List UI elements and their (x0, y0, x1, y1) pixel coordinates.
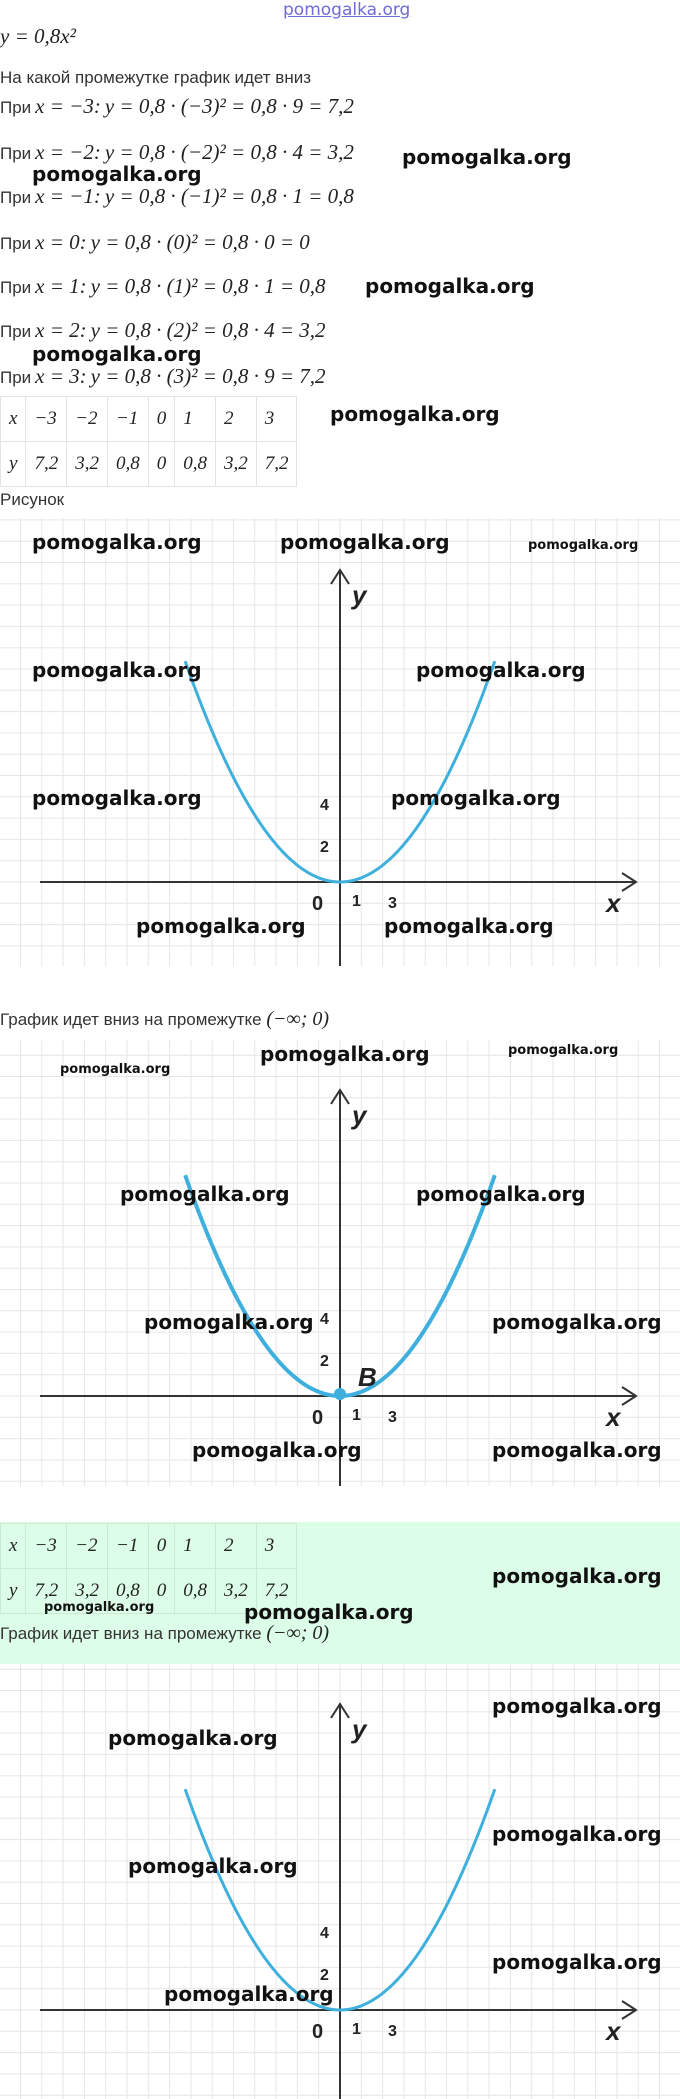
table-cell: −1 (107, 397, 148, 442)
point-b-marker (334, 1388, 346, 1400)
tick-label-y2: 2 (320, 839, 329, 856)
tick-label-x1: 1 (352, 893, 361, 910)
graph-1 (0, 518, 680, 966)
watermark: pomogalka.org (32, 162, 202, 186)
watermark: pomogalka.org (492, 1310, 662, 1334)
table-cell: 0,8 (107, 1569, 148, 1614)
graph-2-svg (0, 1040, 680, 1486)
watermark: pomogalka.org (365, 274, 535, 298)
table-cell: 0 (148, 397, 175, 442)
function-formula: y = 0,8x² (0, 24, 76, 48)
watermark: pomogalka.org (136, 914, 306, 938)
watermark: pomogalka.org (492, 1694, 662, 1718)
answer-interval: (−∞; 0) (266, 1622, 330, 1644)
watermark: pomogalka.org (32, 530, 202, 554)
answer-text-1 (0, 1008, 329, 1031)
watermark: pomogalka.org (330, 402, 500, 426)
calc-prefix: При (0, 98, 32, 117)
graph-3-svg (0, 1664, 680, 2099)
table-cell: 2 (215, 397, 256, 442)
question-text: На какой промежутке график идет вниз (0, 68, 312, 87)
calc-expression: y = 0,8 · (−2)² = 0,8 · 4 = 3,2 (104, 140, 354, 164)
calc-line (0, 274, 326, 299)
calc-expression: y = 0,8 · (2)² = 0,8 · 4 = 3,2 (90, 318, 326, 342)
tick-label-x3: 3 (388, 1409, 397, 1426)
tick-label-x3: 3 (388, 2023, 397, 2040)
watermark: pomogalka.org (528, 538, 639, 553)
watermark: pomogalka.org (416, 1182, 586, 1206)
tick-label-x1: 1 (352, 1407, 361, 1424)
table-header-y: y (1, 442, 26, 487)
watermark: pomogalka.org (384, 914, 554, 938)
watermark: pomogalka.org (402, 145, 572, 169)
calc-prefix: При (0, 322, 32, 341)
point-b-label: B (358, 1362, 377, 1392)
watermark: pomogalka.org (128, 1854, 298, 1878)
table-row-x (1, 397, 297, 442)
calc-expression: y = 0,8 · (0)² = 0,8 · 0 = 0 (90, 230, 310, 254)
watermark: pomogalka.org (492, 1438, 662, 1462)
calc-line (0, 184, 354, 209)
tick-label-y2: 2 (320, 1967, 329, 1984)
graph-3 (0, 1664, 680, 2099)
table-row-x (1, 1524, 297, 1569)
table-cell: 1 (175, 397, 216, 442)
answer-text-2 (0, 1622, 329, 1645)
watermark: pomogalka.org (391, 786, 561, 810)
watermark: pomogalka.org (108, 1726, 278, 1750)
calc-line (0, 318, 326, 343)
x-axis-label: x (606, 2016, 621, 2046)
calc-x: x = 1: (35, 274, 87, 298)
table-cell: 3,2 (215, 1569, 256, 1614)
x-axis-label: x (606, 888, 621, 918)
table-cell: 2 (215, 1524, 256, 1569)
watermark: pomogalka.org (244, 1600, 414, 1624)
table-cell: 7,2 (26, 442, 67, 487)
origin-label: 0 (312, 2021, 324, 2043)
values-table-1 (0, 396, 297, 487)
table-cell: −2 (67, 1524, 108, 1569)
watermark: pomogalka.org (260, 1042, 430, 1066)
watermark: pomogalka.org (280, 530, 450, 554)
calc-line (0, 230, 310, 255)
table-cell: 3,2 (215, 442, 256, 487)
table-cell: 3,2 (67, 442, 108, 487)
calc-prefix: При (0, 234, 32, 253)
table-cell: 3,2 (67, 1569, 108, 1614)
watermark: pomogalka.org (416, 658, 586, 682)
watermark: pomogalka.org (492, 1822, 662, 1846)
x-axis-label: x (606, 1402, 621, 1432)
table-cell: 0,8 (107, 442, 148, 487)
table-cell: 1 (175, 1524, 216, 1569)
calc-expression: y = 0,8 · (1)² = 0,8 · 1 = 0,8 (90, 274, 326, 298)
calc-x: x = 2: (35, 318, 87, 342)
table-cell: −2 (67, 397, 108, 442)
watermark: pomogalka.org (492, 1564, 662, 1588)
y-axis-label: y (352, 1714, 367, 1744)
table-cell: 3 (256, 1524, 297, 1569)
watermark: pomogalka.org (44, 1600, 155, 1615)
answer-label: График идет вниз на промежутке (0, 1010, 262, 1029)
calc-x: x = 0: (35, 230, 87, 254)
table-cell: 7,2 (256, 1569, 297, 1614)
header-watermark-link[interactable]: pomogalka.org (283, 0, 411, 20)
origin-label: 0 (312, 1407, 324, 1429)
calc-x: x = −1: (35, 184, 101, 208)
table-cell: −3 (26, 397, 67, 442)
table-header-x: x (1, 397, 26, 442)
table-header-x: x (1, 1524, 26, 1569)
tick-label-y4: 4 (320, 1925, 329, 1942)
calc-x: x = −3: (35, 94, 101, 118)
graph-1-svg (0, 518, 680, 966)
calc-line (0, 94, 354, 119)
watermark: pomogalka.org (32, 658, 202, 682)
watermark: pomogalka.org (120, 1182, 290, 1206)
calc-expression: y = 0,8 · (−3)² = 0,8 · 9 = 7,2 (104, 94, 354, 118)
watermark: pomogalka.org (32, 342, 202, 366)
watermark: pomogalka.org (192, 1438, 362, 1462)
figure-caption: Рисунок (0, 490, 65, 509)
table-cell: 0,8 (175, 1569, 216, 1614)
calc-line (0, 364, 326, 389)
table-row-y (1, 442, 297, 487)
table-cell: 3 (256, 397, 297, 442)
watermark: pomogalka.org (164, 1982, 334, 2006)
table-cell: 0 (148, 1569, 175, 1614)
table-cell: 7,2 (256, 442, 297, 487)
tick-label-y2: 2 (320, 1353, 329, 1370)
answer-label: График идет вниз на промежутке (0, 1624, 262, 1643)
tick-label-x3: 3 (388, 895, 397, 912)
table-header-y: y (1, 1569, 26, 1614)
calc-expression: y = 0,8 · (−1)² = 0,8 · 1 = 0,8 (104, 184, 354, 208)
tick-label-y4: 4 (320, 797, 329, 814)
watermark: pomogalka.org (32, 786, 202, 810)
tick-label-y4: 4 (320, 1311, 329, 1328)
table-cell: 0 (148, 442, 175, 487)
origin-label: 0 (312, 893, 324, 915)
tick-label-x1: 1 (352, 2021, 361, 2038)
calc-prefix: При (0, 278, 32, 297)
watermark: pomogalka.org (492, 1950, 662, 1974)
table-cell: 7,2 (26, 1569, 67, 1614)
calc-prefix: При (0, 188, 32, 207)
calc-expression: y = 0,8 · (3)² = 0,8 · 9 = 7,2 (90, 364, 326, 388)
table-cell: 0 (148, 1524, 175, 1569)
calc-x: x = 3: (35, 364, 87, 388)
watermark: pomogalka.org (60, 1062, 171, 1077)
y-axis-label: y (352, 580, 367, 610)
calc-prefix: При (0, 144, 32, 163)
answer-interval: (−∞; 0) (266, 1008, 330, 1030)
watermark: pomogalka.org (508, 1043, 619, 1058)
calc-prefix: При (0, 368, 32, 387)
watermark: pomogalka.org (144, 1310, 314, 1334)
table-cell: −3 (26, 1524, 67, 1569)
calc-x: x = −2: (35, 140, 101, 164)
y-axis-label: y (352, 1100, 367, 1130)
graph-2 (0, 1040, 680, 1486)
table-cell: 0,8 (175, 442, 216, 487)
table-cell: −1 (107, 1524, 148, 1569)
